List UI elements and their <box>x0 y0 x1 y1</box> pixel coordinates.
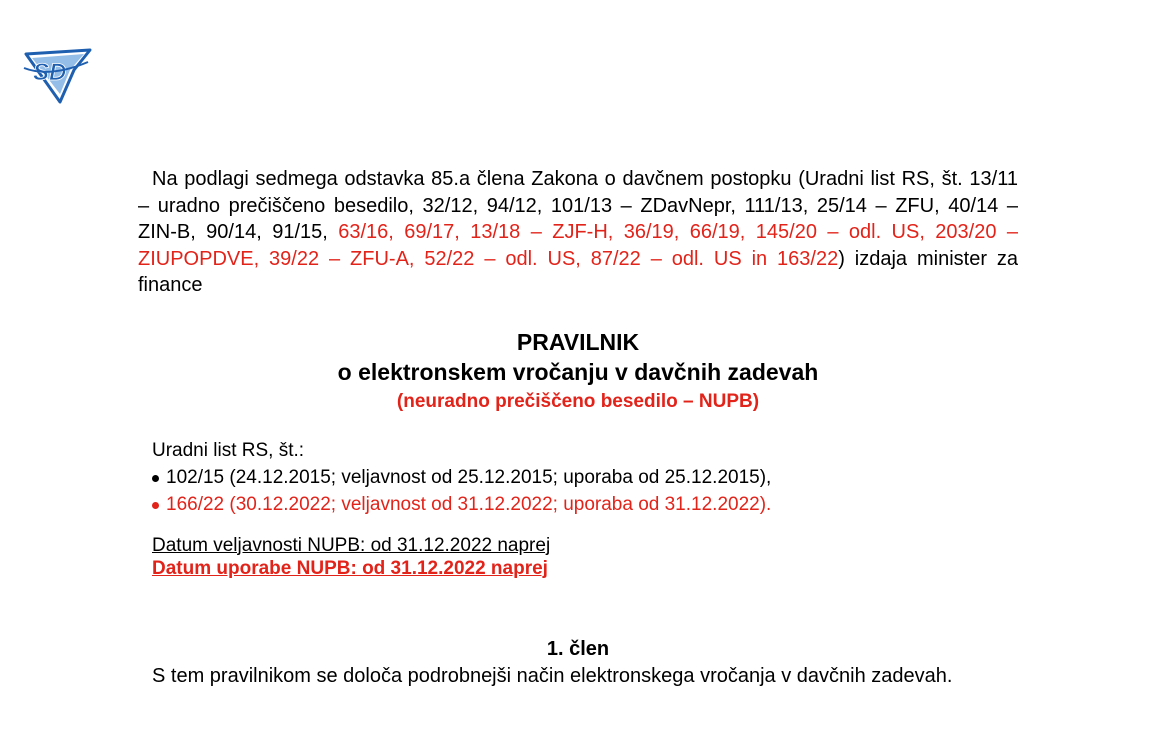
article-heading: 1. člen <box>546 637 610 660</box>
gazette-list <box>152 464 1018 518</box>
bullet-icon <box>152 475 159 482</box>
svg-text:SD: SD <box>33 59 67 86</box>
document-title: PRAVILNIK <box>516 328 640 355</box>
document-title-block <box>138 327 1018 417</box>
article-text: S tem pravilnikom se določa podrobnejši način elektronskega vročanja v davčnih zadevah. <box>152 664 953 687</box>
gazette-item: 102/15 (24.12.2015; veljavnost od 25.12.2015; uporaba od 25.12.2015), <box>152 464 1018 491</box>
usage-date: Datum uporabe NUPB: od 31.12.2022 naprej <box>152 557 548 579</box>
publisher-logo <box>20 48 96 104</box>
validity-date: Datum veljavnosti NUPB: od 31.12.2022 naprej <box>152 534 551 556</box>
nupb-dates <box>152 534 1018 580</box>
legal-basis-text: Na podlagi sedmega odstavka 85.a člena Zakona o davčnem postopku (Uradni list RS, št. 13/11 – uradno prečiščeno besedilo, 32/12, 94/12, 101/13 – ZDavNepr, 111/13, 25/14 – ZFU, 40/14 – ZIN-B, 90/14, 91/15, <box>138 168 1018 243</box>
gazette-header: Uradni list RS, št.: <box>152 439 305 461</box>
bullet-icon <box>152 502 159 509</box>
gazette-references <box>152 437 1018 518</box>
legal-basis-ending: ) izdaja minister za finance <box>138 247 1019 296</box>
document-page <box>138 166 1018 690</box>
legal-basis-amendments: 63/16, 69/17, 13/18 – ZJF-H, 36/19, 66/19, 145/20 – odl. US, 203/20 – ZIUPOPDVE, 39/22 – ZFU-A, 52/22 – odl. US, 87/22 – odl. US in 163/22 <box>138 221 1018 270</box>
document-subtitle: o elektronskem vročanju v davčnih zadevah <box>337 358 819 385</box>
gazette-item: 166/22 (30.12.2022; veljavnost od 31.12.2022; uporaba od 31.12.2022). <box>152 491 1018 518</box>
legal-basis-paragraph <box>138 166 1018 299</box>
unofficial-note: (neuradno prečiščeno besedilo – NUPB) <box>396 390 760 412</box>
